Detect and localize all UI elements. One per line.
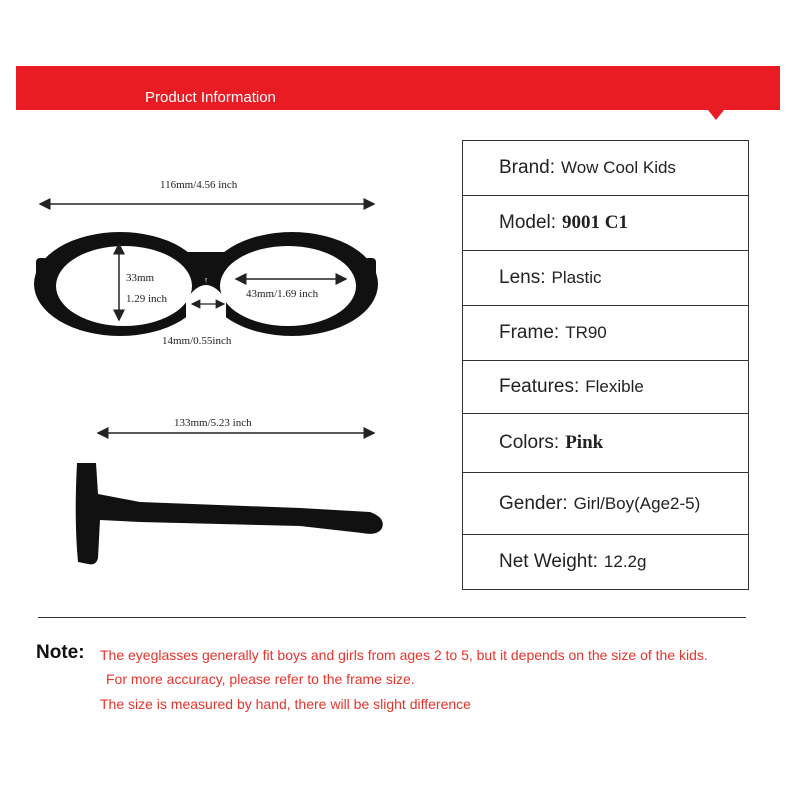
spec-value: Wow Cool Kids: [560, 158, 676, 177]
page-title: Product Information: [145, 89, 276, 106]
spec-label: Features:: [499, 376, 580, 397]
spec-row-gender: [463, 473, 748, 535]
spec-table: [462, 140, 749, 590]
lens-width-label: 43mm/1.69 inch: [246, 288, 319, 300]
spec-row-features: [463, 361, 748, 414]
spec-row-brand: [463, 141, 748, 196]
spec-row-frame: [463, 306, 748, 361]
right-lens: [220, 246, 356, 326]
spec-value: 9001 C1: [562, 212, 629, 233]
spec-label: Gender:: [499, 492, 568, 514]
note-label: Note:: [36, 642, 85, 663]
temple-arm: [76, 463, 383, 564]
spec-row-weight: [463, 535, 748, 589]
spec-label: Frame:: [499, 322, 560, 343]
spec-value: Girl/Boy(Age2-5): [573, 493, 701, 513]
spec-row-lens: [463, 251, 748, 306]
spec-row-colors: [463, 414, 748, 473]
spec-value: Pink: [565, 432, 604, 453]
spec-label: Model:: [499, 212, 557, 233]
lens-height-mm-label: 33mm: [126, 272, 155, 284]
total-width-label: 116mm/4.56 inch: [160, 179, 238, 191]
note-line-2: For more accuracy, please refer to the frame size.: [106, 671, 415, 687]
lens-height-in-label: 1.29 inch: [126, 293, 167, 305]
spec-value: 12.2g: [603, 552, 647, 571]
spec-label: Net Weight:: [499, 551, 598, 572]
note-line-1: The eyeglasses generally fit boys and girls from ages 2 to 5, but it depends on the size of the kids.: [100, 647, 708, 663]
temple-length-label: 133mm/5.23 inch: [174, 417, 252, 429]
left-lens: [56, 246, 192, 326]
bridge-label: 14mm/0.55inch: [162, 335, 232, 347]
spec-value: TR90: [565, 323, 607, 342]
spec-label: Colors:: [499, 432, 560, 453]
spec-row-model: [463, 196, 748, 251]
note-line-3: The size is measured by hand, there will be slight difference: [100, 696, 471, 712]
divider: [38, 617, 746, 618]
spec-label: Lens:: [499, 267, 546, 288]
spec-label: Brand:: [499, 157, 555, 178]
spec-value: Plastic: [551, 268, 602, 287]
spec-value: Flexible: [585, 377, 644, 396]
